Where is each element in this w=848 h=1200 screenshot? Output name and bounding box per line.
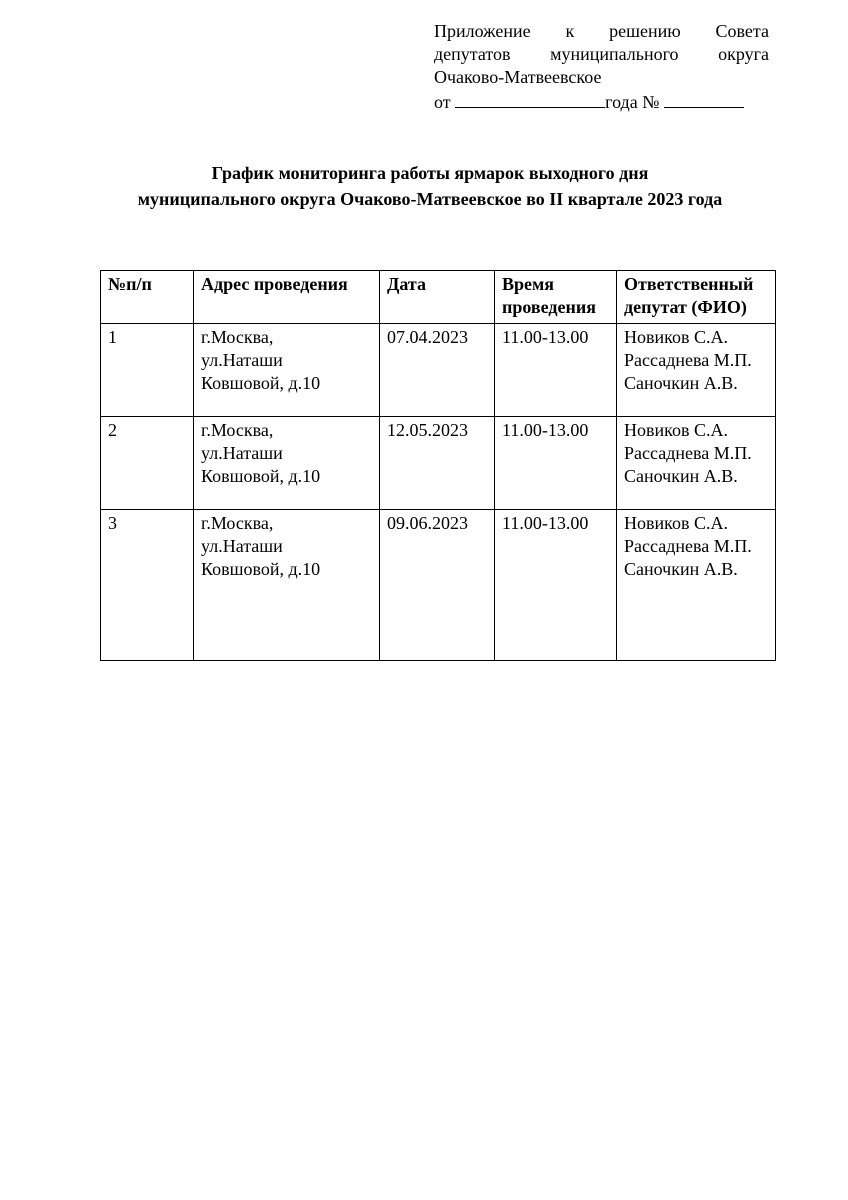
- title-line-2: муниципального округа Очаково-Матвеевское во II квартале 2023 года: [137, 189, 723, 209]
- address-line: Ковшовой, д.10: [201, 466, 321, 486]
- deputy-name: Рассаднева М.П.: [624, 443, 752, 463]
- header-time-line-1: Время: [502, 274, 555, 294]
- row-time: 11.00-13.00: [495, 417, 617, 510]
- header-deputy-line-2: депутат (ФИО): [624, 297, 747, 317]
- row-address: [194, 417, 380, 510]
- address-line: Ковшовой, д.10: [201, 559, 321, 579]
- row-num: 3: [101, 510, 194, 661]
- header-address: Адрес проведения: [194, 271, 380, 324]
- address-line: г.Москва,: [201, 327, 274, 347]
- header-num: №п/п: [101, 271, 194, 324]
- row-date: 12.05.2023: [380, 417, 495, 510]
- row-address: [194, 510, 380, 661]
- deputy-name: Рассаднева М.П.: [624, 350, 752, 370]
- row-deputies: [617, 417, 776, 510]
- header-deputy-line-1: Ответственный: [624, 274, 754, 294]
- address-line: ул.Наташи: [201, 350, 283, 370]
- date-blank: [455, 89, 605, 108]
- appendix-line-3: Очаково-Матвеевское: [434, 67, 602, 87]
- appendix-date-line: [434, 89, 769, 114]
- deputy-name: Саночкин А.В.: [624, 373, 738, 393]
- address-line: ул.Наташи: [201, 443, 283, 463]
- deputy-name: Новиков С.А.: [624, 420, 728, 440]
- deputy-name: Новиков С.А.: [624, 327, 728, 347]
- deputy-name: Рассаднева М.П.: [624, 536, 752, 556]
- table-row: [101, 324, 776, 417]
- deputy-name: Новиков С.А.: [624, 513, 728, 533]
- row-address: [194, 324, 380, 417]
- address-line: Ковшовой, д.10: [201, 373, 321, 393]
- row-time: 11.00-13.00: [495, 324, 617, 417]
- row-date: 09.06.2023: [380, 510, 495, 661]
- header-time-line-2: проведения: [502, 297, 596, 317]
- row-num: 1: [101, 324, 194, 417]
- table-header-row: [101, 271, 776, 324]
- appendix-line-1: Приложение к решению Совета: [434, 21, 769, 41]
- deputy-name: Саночкин А.В.: [624, 559, 738, 579]
- from-label: от: [434, 92, 451, 112]
- row-time: 11.00-13.00: [495, 510, 617, 661]
- table-row: [101, 510, 776, 661]
- schedule-table: [100, 270, 776, 661]
- header-deputy: [617, 271, 776, 324]
- header-date: Дата: [380, 271, 495, 324]
- title-line-1: График мониторинга работы ярмарок выходного дня: [211, 163, 649, 183]
- row-date: 07.04.2023: [380, 324, 495, 417]
- address-line: ул.Наташи: [201, 536, 283, 556]
- deputy-name: Саночкин А.В.: [624, 466, 738, 486]
- header-time: [495, 271, 617, 324]
- appendix-line-2: депутатов муниципального округа: [434, 44, 769, 64]
- year-number-label: года №: [605, 92, 660, 112]
- address-line: г.Москва,: [201, 420, 274, 440]
- number-blank: [664, 89, 744, 108]
- table-row: [101, 417, 776, 510]
- row-num: 2: [101, 417, 194, 510]
- row-deputies: [617, 510, 776, 661]
- document-title: [90, 160, 770, 212]
- address-line: г.Москва,: [201, 513, 274, 533]
- row-deputies: [617, 324, 776, 417]
- appendix-block: [434, 20, 769, 114]
